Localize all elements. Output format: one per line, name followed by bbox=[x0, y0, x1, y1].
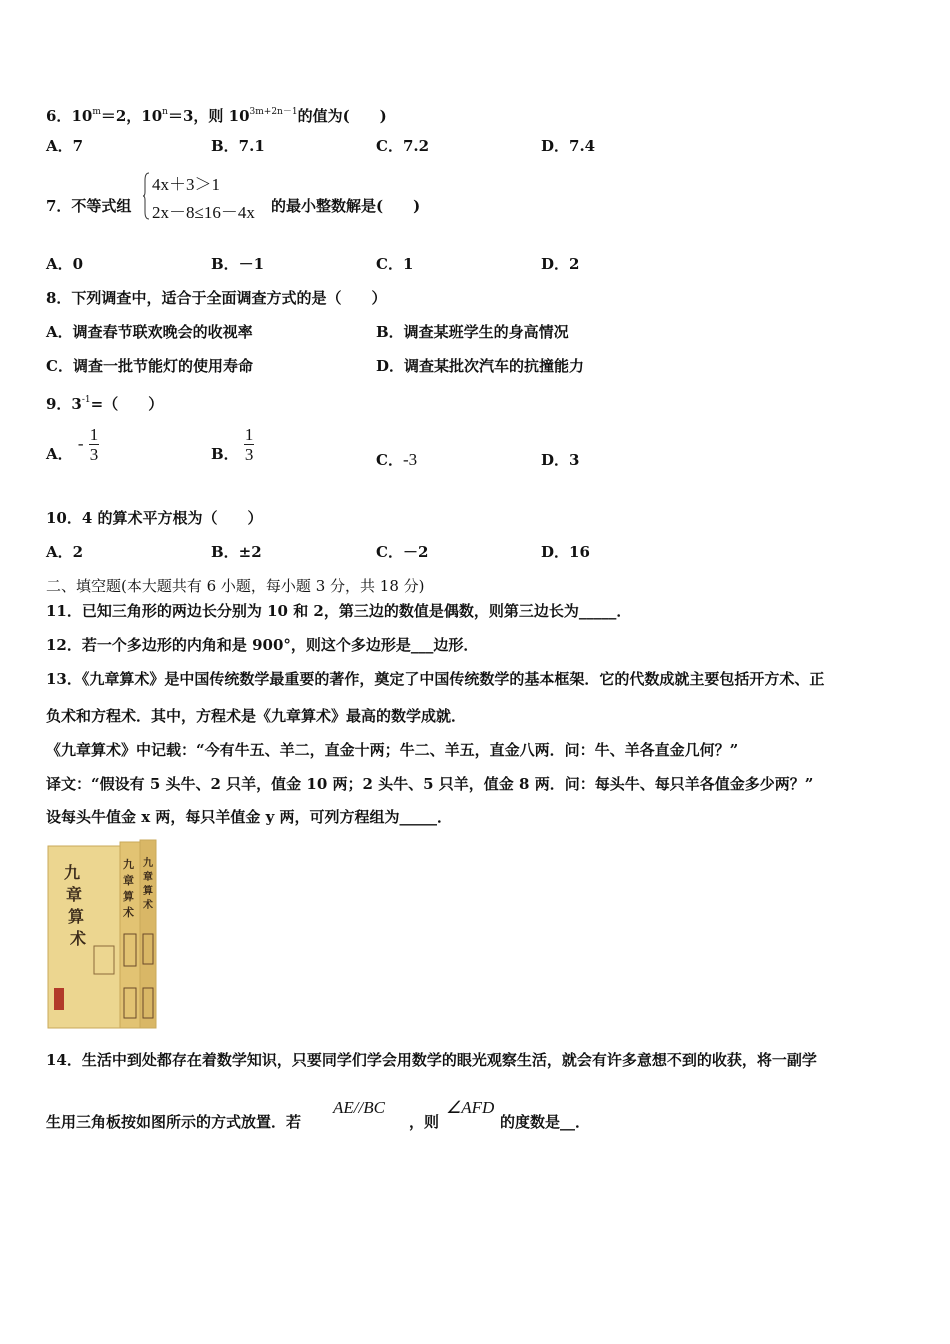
q9-text-b: =（ ） bbox=[90, 395, 164, 413]
svg-text:算: 算 bbox=[68, 907, 85, 926]
inequality-2: 2x－8≤16－4x bbox=[152, 203, 255, 222]
q6-option-a: A．7 bbox=[46, 137, 84, 155]
q10-option-c: C．－2 bbox=[376, 543, 429, 561]
q9-option-d: D．3 bbox=[541, 451, 580, 469]
question-6-stem bbox=[46, 102, 387, 126]
q7-stem-tail: 的最小整数解是( ) bbox=[271, 197, 421, 215]
frac-num: 1 bbox=[244, 424, 254, 444]
brace-icon bbox=[143, 172, 149, 220]
q6-option-d: D．7.4 bbox=[541, 137, 596, 155]
q6-sup-n: n bbox=[162, 107, 168, 117]
frac-den: 3 bbox=[89, 444, 99, 464]
question-12: 12．若一个多边形的内角和是 900°，则这个多边形是___边形． bbox=[46, 636, 479, 654]
q6-option-c: C．7.2 bbox=[376, 137, 430, 155]
q6-sup-m: m bbox=[92, 107, 101, 117]
q8-option-b: B．调查某班学生的身高情况 bbox=[376, 323, 569, 341]
q14-line-2-c: 的度数是__． bbox=[500, 1113, 591, 1131]
q6-label: 6． bbox=[46, 107, 72, 125]
q9-optC-value: -3 bbox=[402, 450, 418, 469]
q10-option-b: B．±2 bbox=[211, 543, 262, 561]
q13-line-1: 13．《九章算术》是中国传统数学最重要的著作，奠定了中国传统数学的基本框架．它的代数成就主要包括开方术、正 bbox=[46, 670, 825, 688]
q9-sup: -1 bbox=[81, 395, 91, 405]
question-9-stem bbox=[46, 390, 163, 414]
q7-label: 7．不等式组 bbox=[46, 197, 132, 215]
section-2-heading: 二、填空题(本大题共有 6 小题，每小题 3 分，共 18 分) bbox=[46, 577, 425, 595]
svg-text:九: 九 bbox=[123, 858, 134, 871]
nine-chapters-book-image bbox=[46, 838, 158, 1030]
q10-option-d: D．16 bbox=[541, 543, 590, 561]
inequality-system bbox=[143, 170, 268, 222]
q6-text-c: ＝3，则 10 bbox=[167, 107, 250, 125]
q6-text-b: ＝2，10 bbox=[100, 107, 163, 125]
q14-line-2-b: ，则 bbox=[409, 1113, 440, 1131]
q13-line-5: 设每头牛值金 x 两，每只羊值金 y 两，可列方程组为_____． bbox=[46, 808, 453, 826]
svg-text:术: 术 bbox=[143, 900, 153, 911]
q6-text-d: 的值为( ) bbox=[297, 107, 387, 125]
svg-text:算: 算 bbox=[143, 886, 153, 897]
q14-math-angle-afd: ∠AFD bbox=[446, 1098, 495, 1117]
q14-math-ae-parallel-bc: AE//BC bbox=[333, 1098, 385, 1117]
q7-option-b: B．－1 bbox=[211, 255, 265, 273]
question-11: 11．已知三角形的两边长分别为 10 和 2，第三边的数值是偶数，则第三边长为_____． bbox=[46, 602, 632, 620]
q14-line-2-a: 生用三角板按如图所示的方式放置．若 bbox=[46, 1113, 302, 1131]
frac-den: 3 bbox=[244, 444, 254, 464]
q7-option-c: C．1 bbox=[376, 255, 414, 273]
svg-text:算: 算 bbox=[123, 890, 134, 903]
svg-text:术: 术 bbox=[123, 906, 134, 919]
fraction-one-third bbox=[244, 425, 255, 464]
question-8-stem: 8．下列调查中，适合于全面调查方式的是（ ） bbox=[46, 289, 387, 307]
svg-text:九: 九 bbox=[64, 863, 81, 882]
svg-text:九: 九 bbox=[143, 858, 153, 869]
svg-text:章: 章 bbox=[143, 872, 153, 883]
q9-optB-label: B． bbox=[211, 445, 239, 463]
question-10-stem: 10．4 的算术平方根为（ ） bbox=[46, 509, 263, 527]
svg-text:章: 章 bbox=[66, 885, 83, 904]
q6-sup-exp: 3m+2n－1 bbox=[249, 107, 298, 117]
q6-text-a: 10 bbox=[71, 107, 93, 125]
q13-line-2: 负术和方程术．其中，方程术是《九章算术》最高的数学成就． bbox=[46, 707, 467, 725]
svg-text:章: 章 bbox=[123, 874, 134, 887]
q9-text-a: 9．3 bbox=[46, 395, 82, 413]
q8-option-d: D．调查某批次汽车的抗撞能力 bbox=[376, 357, 585, 375]
q13-line-3: 《九章算术》中记载：“今有牛五、羊二，直金十两；牛二、羊五，直金八两．问：牛、羊各直金几何？” bbox=[46, 741, 739, 759]
frac-num: 1 bbox=[89, 424, 99, 444]
q7-option-d: D．2 bbox=[541, 255, 580, 273]
q14-line-1: 14．生活中到处都存在着数学知识，只要同学们学会用数学的眼光观察生活，就会有许多意想不到的收获，将一副学 bbox=[46, 1051, 817, 1069]
fraction-one-third bbox=[89, 425, 100, 464]
q9-option-b bbox=[211, 424, 254, 464]
inequality-1: 4x＋3＞1 bbox=[152, 175, 220, 194]
q9-option-c bbox=[376, 450, 417, 470]
q10-option-a: A．2 bbox=[46, 543, 84, 561]
q13-line-4: 译文：“假设有 5 头牛、2 只羊，值金 10 两；2 头牛、5 只羊，值金 8 两．问：每头牛、每只羊各值金多少两？” bbox=[46, 775, 814, 793]
q9-optC-label: C． bbox=[376, 451, 403, 469]
q8-option-a: A．调查春节联欢晚会的收视率 bbox=[46, 323, 253, 341]
q9-optA-label: A． bbox=[46, 445, 73, 463]
q6-option-b: B．7.1 bbox=[211, 137, 265, 155]
svg-text:术: 术 bbox=[70, 929, 87, 948]
q9-option-a bbox=[46, 424, 99, 464]
q8-option-c: C．调查一批节能灯的使用寿命 bbox=[46, 357, 253, 375]
q9-optA-sign: - bbox=[77, 434, 84, 453]
q7-option-a: A．0 bbox=[46, 255, 84, 273]
